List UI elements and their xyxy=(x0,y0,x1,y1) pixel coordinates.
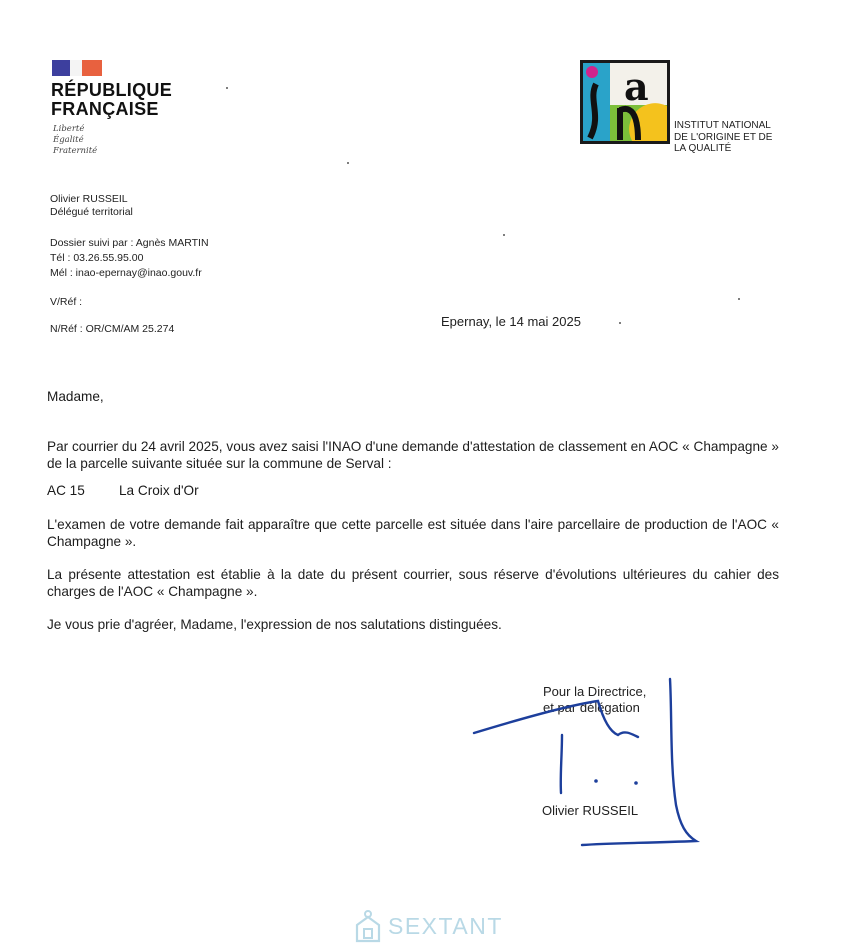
email: Mél : inao-epernay@inao.gouv.fr xyxy=(50,267,202,279)
paragraph-result: L'examen de votre demande fait apparaître que cette parcelle est située dans l'aire parcellaire de production de l'AOC « Champagne ». xyxy=(47,517,779,549)
sender-title: Délégué territorial xyxy=(50,206,133,218)
contact-block xyxy=(50,236,209,281)
parcel-line xyxy=(47,483,199,498)
inao-logo xyxy=(580,60,670,144)
date-line: Epernay, le 14 mai 2025 xyxy=(441,314,581,329)
watermark-text: SEXTANT xyxy=(388,912,503,939)
republic-motto: Liberté Égalité Fraternité xyxy=(53,124,98,156)
marianne-flag-logo xyxy=(52,60,102,76)
followed-by: Dossier suivi par : Agnès MARTIN xyxy=(50,237,209,249)
house-icon xyxy=(354,909,382,943)
signoff: Pour la Directrice, et par délégation xyxy=(543,684,647,715)
sender-name: Olivier RUSSEIL xyxy=(50,193,128,205)
parcel-ref: AC 15 xyxy=(47,483,85,498)
vref: V/Réf : xyxy=(50,296,83,308)
handwritten-signature xyxy=(470,675,710,855)
parcel-name: La Croix d'Or xyxy=(119,483,199,498)
sextant-watermark xyxy=(354,908,503,944)
svg-text:a: a xyxy=(624,64,649,109)
inao-name: INSTITUT NATIONAL DE L'ORIGINE ET DE LA QUALITÉ xyxy=(674,120,773,154)
republique-francaise-title: RÉPUBLIQUE FRANÇAISE xyxy=(51,80,173,119)
paragraph-request: Par courrier du 24 avril 2025, vous avez saisi l'INAO d'une demande d'attestation de classement en AOC « Champagne » de la parcelle suivante située sur la commune de Serval : xyxy=(47,439,779,471)
greeting: Madame, xyxy=(47,389,104,404)
paragraph-closing: Je vous prie d'agréer, Madame, l'expression de nos salutations distinguées. xyxy=(47,617,502,632)
phone: Tél : 03.26.55.95.00 xyxy=(50,252,144,264)
paragraph-reserve: La présente attestation est établie à la date du présent courrier, sous réserve d'évolutions ultérieures du cahier des charges de l'AOC « Champagne ». xyxy=(47,567,779,599)
nref: N/Réf : OR/CM/AM 25.274 xyxy=(50,323,175,335)
sender-block xyxy=(50,193,133,219)
signer-name: Olivier RUSSEIL xyxy=(542,803,639,818)
